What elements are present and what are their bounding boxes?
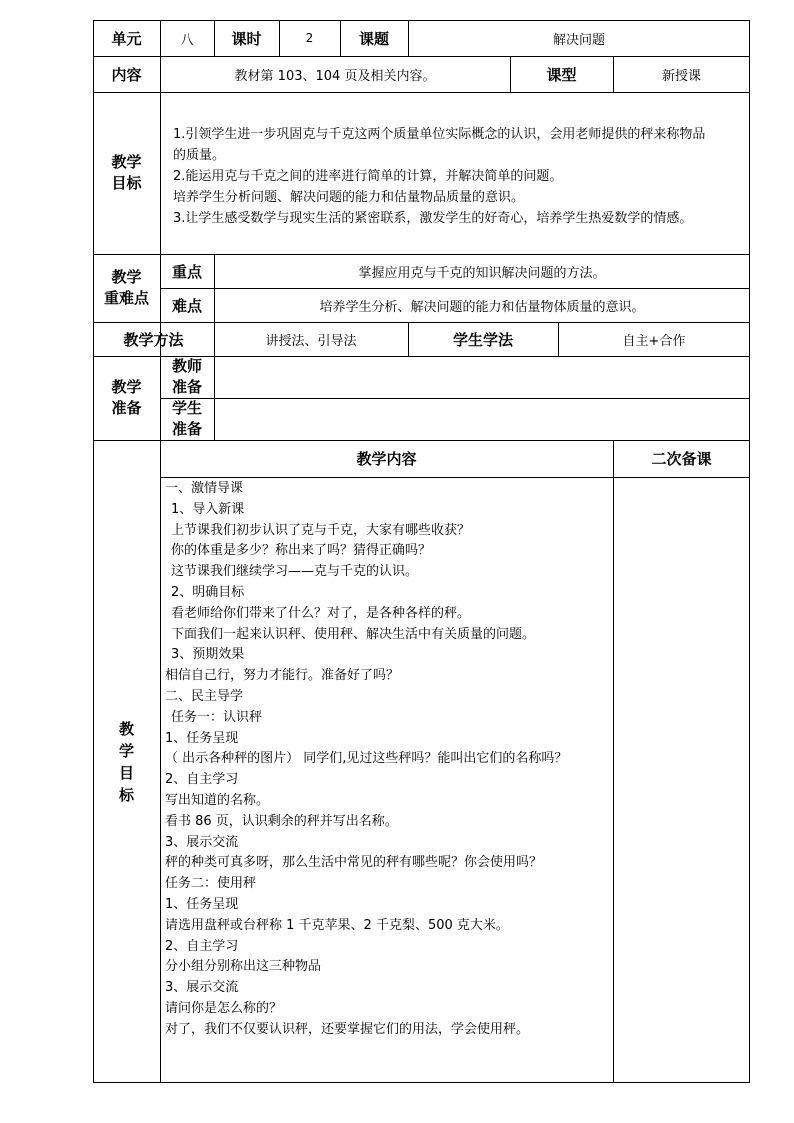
content-line: 2、自主学习 [165, 772, 239, 788]
student-prep-value [214, 398, 750, 440]
teacher-prep-label-bottom: 准备 [171, 378, 202, 396]
student-prep-label-bottom: 准备 [171, 420, 202, 438]
content-line: 2、明确目标 [171, 584, 245, 600]
content-line: 任务一：认识秤 [171, 709, 263, 725]
objective-line: 1.引领学生进一步巩固克与千克这两个质量单位实际概念的认识，会用老师提供的秤来称物品 [173, 127, 706, 142]
content-line: 1、任务呈现 [165, 896, 239, 912]
objective-line: 培养学生分析问题、解决问题的能力和估量物品质量的意识。 [173, 190, 525, 205]
content-line: 下面我们一起来认识秤、使用秤、解决生活中有关质量的问题。 [171, 626, 536, 642]
learning-method-value: 自主+合作 [622, 333, 686, 349]
type-label: 课型 [546, 65, 577, 84]
teaching-content [165, 479, 615, 1041]
topic-value: 解决问题 [552, 32, 605, 48]
side-label-char: 目 [118, 763, 134, 782]
difficulty-value: 培养学生分析、解决问题的能力和估量物体质量的意识。 [319, 299, 645, 315]
teacher-prep-value [214, 356, 750, 398]
unit-label: 单元 [111, 29, 142, 48]
prep-label-bottom: 准备 [111, 399, 142, 417]
content-label: 内容 [111, 65, 142, 84]
teacher-prep-label [160, 356, 214, 398]
content-line: 相信自己行，努力才能行。准备好了吗？ [165, 668, 400, 684]
objectives-label [93, 92, 160, 254]
keypoints-label-bottom: 重难点 [103, 289, 149, 307]
content-line: 二、民主导学 [165, 688, 244, 704]
prep-label [93, 356, 160, 440]
prep-label-top: 教学 [111, 378, 142, 396]
content-line: 3、展示交流 [165, 834, 239, 850]
content-line: 1、导入新课 [171, 501, 245, 517]
teaching-method-value: 讲授法、引导法 [265, 333, 357, 349]
teacher-prep-label-top: 教师 [171, 357, 202, 375]
content-line: 一、激情导课 [165, 481, 244, 496]
content-line: 这节课我们继续学习——克与千克的认识。 [171, 564, 419, 580]
unit-value: 八 [180, 32, 194, 48]
period-label: 课时 [231, 29, 262, 48]
content-line: 写出知道的名称。 [165, 792, 270, 808]
learning-method-label: 学生学法 [452, 330, 513, 349]
objectives-label-top: 教学 [111, 153, 142, 171]
period-value: 2 [305, 31, 314, 45]
student-prep-label [160, 398, 214, 440]
keypoints-label-top: 教学 [111, 268, 142, 286]
content-header: 教学内容 [356, 450, 417, 468]
content-line: 3、展示交流 [165, 980, 239, 996]
content-line: 分小组分别称出这三种物品 [165, 959, 322, 975]
content-line: 1、任务呈现 [165, 730, 239, 746]
focus-value: 掌握应用克与千克的知识解决问题的方法。 [358, 265, 606, 281]
content-line: 秤的种类可真多呀，那么生活中常见的秤有哪些呢？你会使用吗？ [165, 855, 543, 871]
side-label-char: 标 [118, 785, 134, 804]
content-value: 教材第 103、104 页及相关内容。 [234, 68, 436, 84]
col-divider [160, 20, 161, 1083]
content-line: 2、自主学习 [165, 938, 239, 954]
content-line: 请选用盘秤或台秤称 1 千克苹果、2 千克梨、500 克大米。 [165, 917, 509, 933]
content-line: 你的体重是多少？称出来了吗？猜得正确吗？ [171, 543, 432, 559]
content-line: 任务二：使用秤 [165, 876, 257, 892]
side-label-char: 学 [118, 741, 134, 760]
topic-label: 课题 [358, 29, 389, 48]
content-line: 上节课我们初步认识了克与千克，大家有哪些收获？ [171, 522, 471, 538]
side-label-char: 教 [118, 719, 134, 738]
objective-line: 3.让学生感受数学与现实生活的紧密联系，激发学生的好奇心，培养学生热爱数学的情感。 [173, 211, 693, 226]
focus-label: 重点 [171, 262, 202, 281]
content-line: 看老师给你们带来了什么？对了，是各种各样的秤。 [171, 605, 471, 621]
notes-value [613, 477, 750, 1083]
difficulty-label: 难点 [171, 296, 202, 315]
objectives-label-bottom: 目标 [111, 174, 142, 192]
lesson-plan-table [93, 20, 750, 1083]
main-side-label [93, 440, 160, 1083]
student-prep-label-top: 学生 [171, 399, 202, 417]
teaching-method-label: 教学方法 [123, 330, 184, 349]
keypoints-label [93, 254, 160, 322]
notes-header: 二次备课 [651, 450, 712, 468]
objectives-text [169, 124, 749, 229]
content-line: （ 出示各种秤的图片） 同学们,见过这些秤吗？能叫出它们的名称吗？ [165, 751, 568, 767]
row-divider [93, 92, 750, 93]
content-line: 看书 86 页，认识剩余的秤并写出名称。 [165, 813, 398, 829]
objective-line: 2.能运用克与千克之间的进率进行简单的计算，并解决简单的问题。 [173, 169, 563, 184]
content-line: 请问你是怎么称的？ [165, 1000, 283, 1016]
objective-line: 的质量。 [173, 148, 226, 163]
content-line: 对了，我们不仅要认识秤，还要掌握它们的用法，学会使用秤。 [165, 1021, 530, 1037]
type-value: 新授课 [661, 68, 701, 84]
content-line: 3、预期效果 [171, 647, 245, 663]
